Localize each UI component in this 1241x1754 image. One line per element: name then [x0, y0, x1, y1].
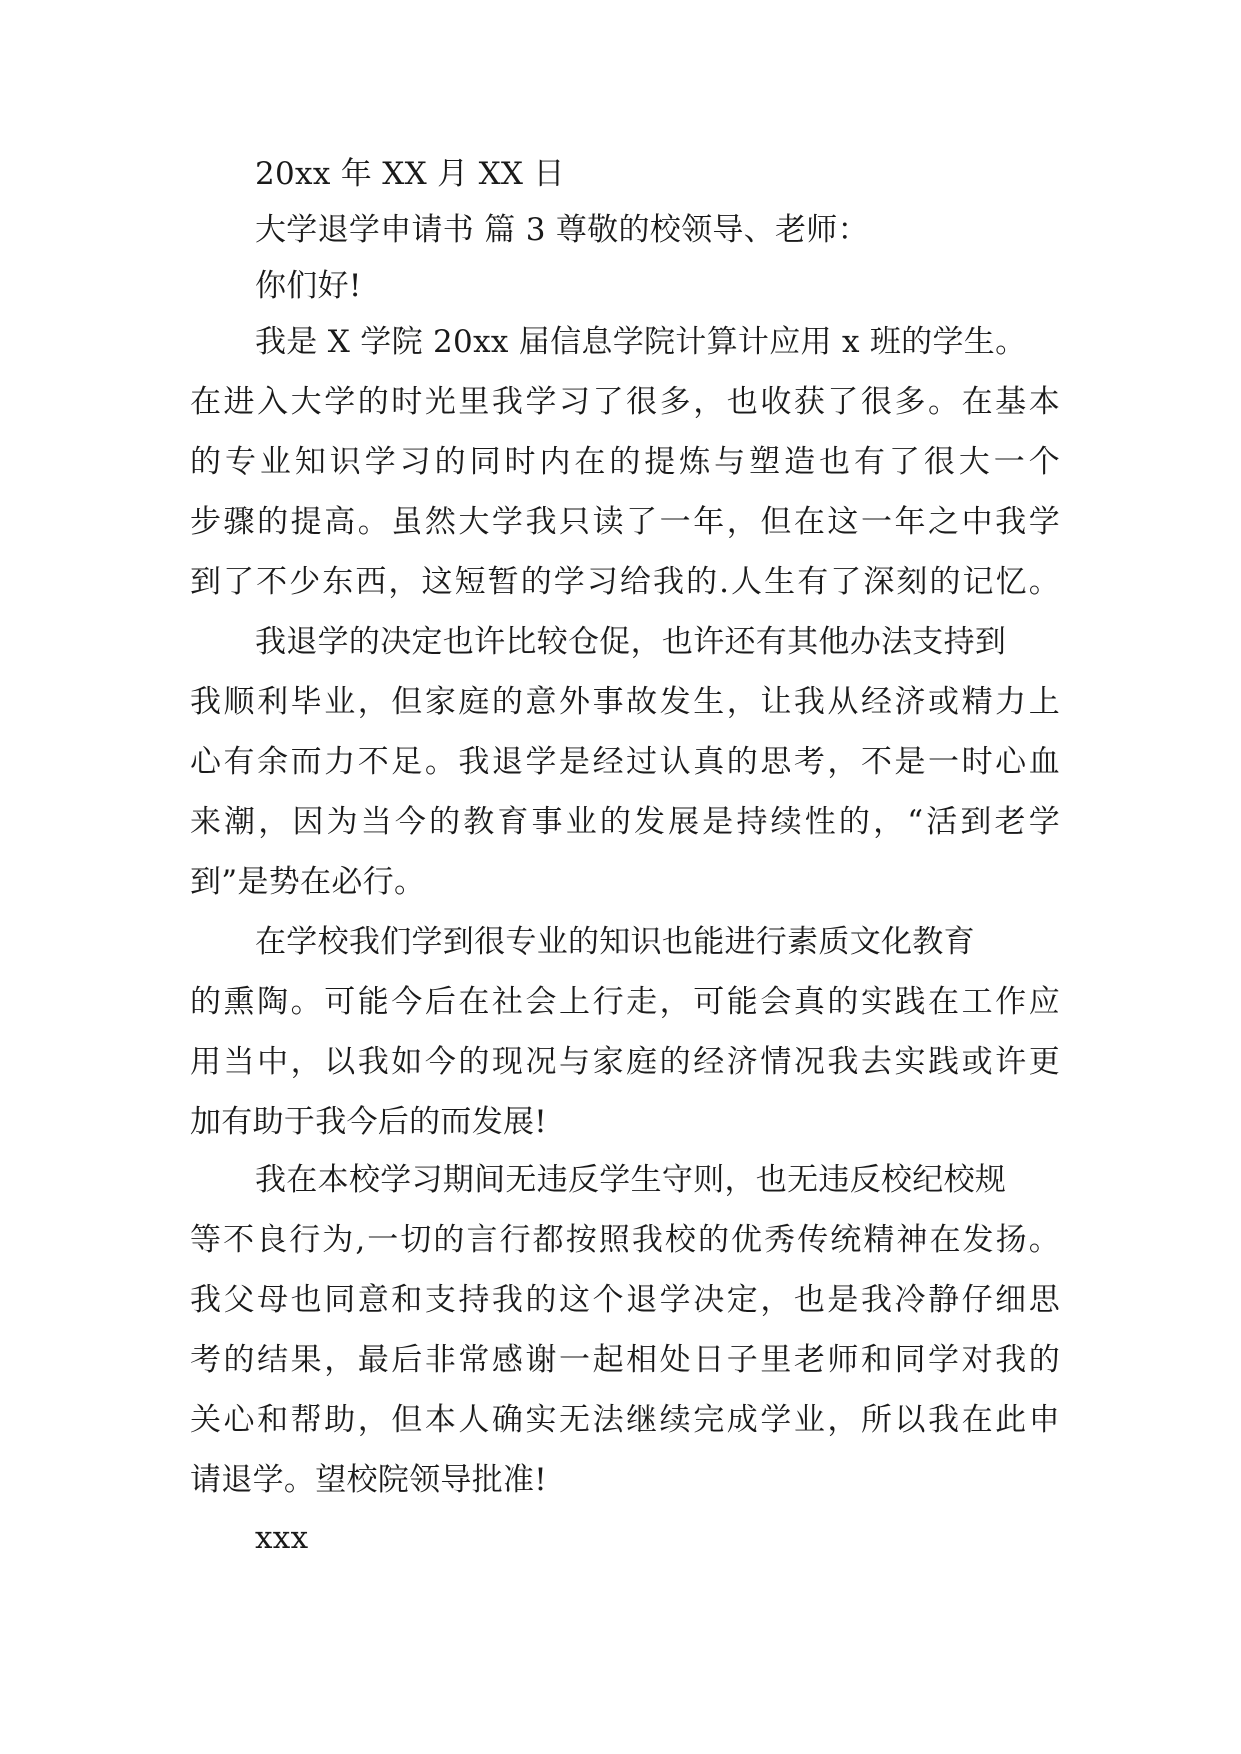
paragraph-line: 我父母也同意和支持我的这个退学决定，也是我冷静仔细思 [190, 1282, 1060, 1318]
paragraph-line: 到了不少东西，这短暂的学习给我的.人生有了深刻的记忆。 [190, 564, 1060, 600]
date-line [190, 144, 1060, 204]
greeting-text: 你们好! [255, 268, 362, 304]
paragraph-line: 在进入大学的时光里我学习了很多，也收获了很多。在基本 [190, 384, 1060, 420]
heading-line [190, 200, 1060, 260]
paragraph-2 [190, 612, 1060, 912]
paragraph-line: 在学校我们学到很专业的知识也能进行素质文化教育 [255, 924, 975, 960]
signature-text: xxx [255, 1520, 309, 1556]
paragraph-line: 请退学。望校院领导批准! [190, 1462, 548, 1498]
paragraph-line: 考的结果，最后非常感谢一起相处日子里老师和同学对我的 [190, 1342, 1060, 1378]
paragraph-4 [190, 1150, 1060, 1510]
paragraph-line: 我是 X 学院 20xx 届信息学院计算计应用 x 班的学生。 [255, 324, 1027, 360]
heading-text: 大学退学申请书 篇 3 尊敬的校领导、老师： [255, 212, 869, 248]
paragraph-line: 的专业知识学习的同时内在的提炼与塑造也有了很大一个 [190, 444, 1060, 480]
paragraph-line: 用当中，以我如今的现况与家庭的经济情况我去实践或许更 [190, 1044, 1060, 1080]
paragraph-line: 来潮，因为当今的教育事业的发展是持续性的，“活到老学 [190, 804, 1060, 840]
date-text: 20xx 年 XX 月 XX 日 [255, 156, 565, 192]
paragraph-line: 我退学的决定也许比较仓促，也许还有其他办法支持到 [255, 624, 1007, 660]
paragraph-1 [190, 312, 1060, 612]
paragraph-line: 我顺利毕业，但家庭的意外事故发生，让我从经济或精力上 [190, 684, 1060, 720]
paragraph-3 [190, 912, 1060, 1152]
paragraph-line: 的熏陶。可能今后在社会上行走，可能会真的实践在工作应 [190, 984, 1060, 1020]
paragraph-line: 步骤的提高。虽然大学我只读了一年，但在这一年之中我学 [190, 504, 1060, 540]
greeting-line [190, 256, 1060, 316]
paragraph-line: 等不良行为,一切的言行都按照我校的优秀传统精神在发扬。 [190, 1222, 1060, 1258]
paragraph-line: 关心和帮助，但本人确实无法继续完成学业，所以我在此申 [190, 1402, 1060, 1438]
paragraph-line: 心有余而力不足。我退学是经过认真的思考，不是一时心血 [190, 744, 1060, 780]
paragraph-line: 加有助于我今后的而发展! [190, 1104, 548, 1140]
paragraph-line: 到”是势在必行。 [190, 864, 426, 900]
signature-line [190, 1508, 1060, 1568]
paragraph-line: 我在本校学习期间无违反学生守则，也无违反校纪校规 [255, 1162, 1007, 1198]
